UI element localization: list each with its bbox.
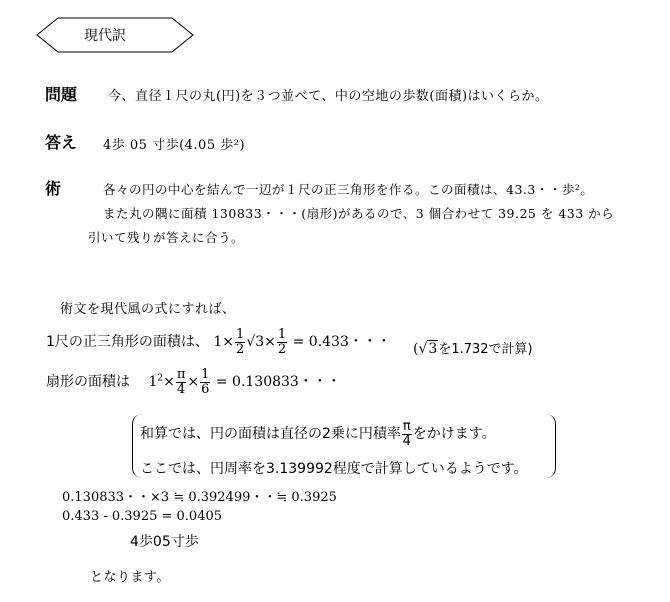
fraction-pi-over-4-note: [402, 420, 412, 448]
sqrt-note: [413, 338, 533, 357]
note-line-1-post: をかけます。: [412, 426, 496, 443]
note-line-2: ここでは、円周率を3.139992程度で計算しているようです。: [140, 461, 528, 477]
triangle-coef: 1: [213, 334, 223, 351]
times-symbol: ×: [163, 374, 175, 391]
fraction-denominator: 4: [402, 433, 411, 449]
answer-label: 答え: [45, 133, 78, 152]
fraction-numerator: π: [402, 419, 411, 434]
times-symbol: ×: [222, 334, 235, 351]
method-line-1: 各々の円の中心を結んで一辺が１尺の正三角形を作る。この面積は、43.3・・歩²。: [103, 182, 594, 197]
fraction-half: [235, 328, 245, 356]
fraction-one-sixth: [200, 368, 210, 396]
calc-line-3: 4歩05寸歩: [130, 534, 199, 550]
sqrt-note-open: (: [413, 341, 419, 357]
sector-area-equation: [46, 368, 341, 396]
sqrt-radicand: 3: [428, 341, 438, 357]
modern-intro: 術文を現代風の式にすれば、: [60, 302, 236, 317]
fraction-denominator: 6: [201, 381, 210, 397]
fraction-denominator: 2: [236, 341, 245, 357]
times-symbol: ×: [187, 374, 200, 391]
calc-line-1: 0.130833・・×3 ≒ 0.392499・・≒ 0.3925: [62, 490, 337, 505]
sqrt-three: √3×: [246, 334, 276, 351]
calc-line-2: 0.433 - 0.3925 = 0.0405: [62, 509, 223, 524]
fraction-numerator: 1: [201, 367, 210, 382]
method-line-3: 引いて残りが答えに合う。: [88, 230, 245, 245]
squared-exponent: 2: [157, 373, 164, 384]
triangle-area-equation: [46, 328, 391, 356]
sqrt-symbol: √: [418, 341, 428, 357]
fraction-half-2: [277, 328, 287, 356]
fraction-denominator: 4: [176, 381, 186, 397]
conclusion-text: となります。: [90, 570, 170, 585]
fraction-numerator: 1: [277, 327, 287, 342]
sector-area-result: = 0.130833・・・: [215, 374, 341, 391]
note-line-1: [140, 420, 496, 448]
triangle-area-result: = 0.433・・・: [292, 334, 391, 351]
fraction-denominator: 2: [277, 341, 287, 357]
note-line-1-pre: 和算では、円の面積は直径の2乗に円積率: [140, 426, 401, 443]
triangle-area-prefix: 1尺の正三角形の面積は、: [46, 334, 209, 351]
fraction-pi-over-4: [176, 368, 187, 396]
sector-coef: 1: [148, 374, 158, 391]
method-line-2: また丸の隅に面積 130833・・・(扇形)があるので、3 個合わせて 39.25 を 433 から: [103, 206, 615, 221]
problem-text: 今、直径１尺の丸(円)を３つ並べて、中の空地の歩数(面積)はいくらか。: [108, 89, 549, 104]
fraction-numerator: 1: [236, 327, 245, 342]
sqrt-note-rest: を1.732で計算): [438, 342, 533, 357]
header-tab-label: 現代訳: [84, 28, 126, 44]
sector-area-prefix: 扇形の面積は: [46, 374, 130, 391]
problem-label: 問題: [45, 85, 78, 104]
method-label: 術: [45, 179, 62, 198]
fraction-numerator: π: [176, 367, 186, 382]
answer-text: 4歩 05 寸歩(4.05 歩²): [103, 138, 246, 153]
